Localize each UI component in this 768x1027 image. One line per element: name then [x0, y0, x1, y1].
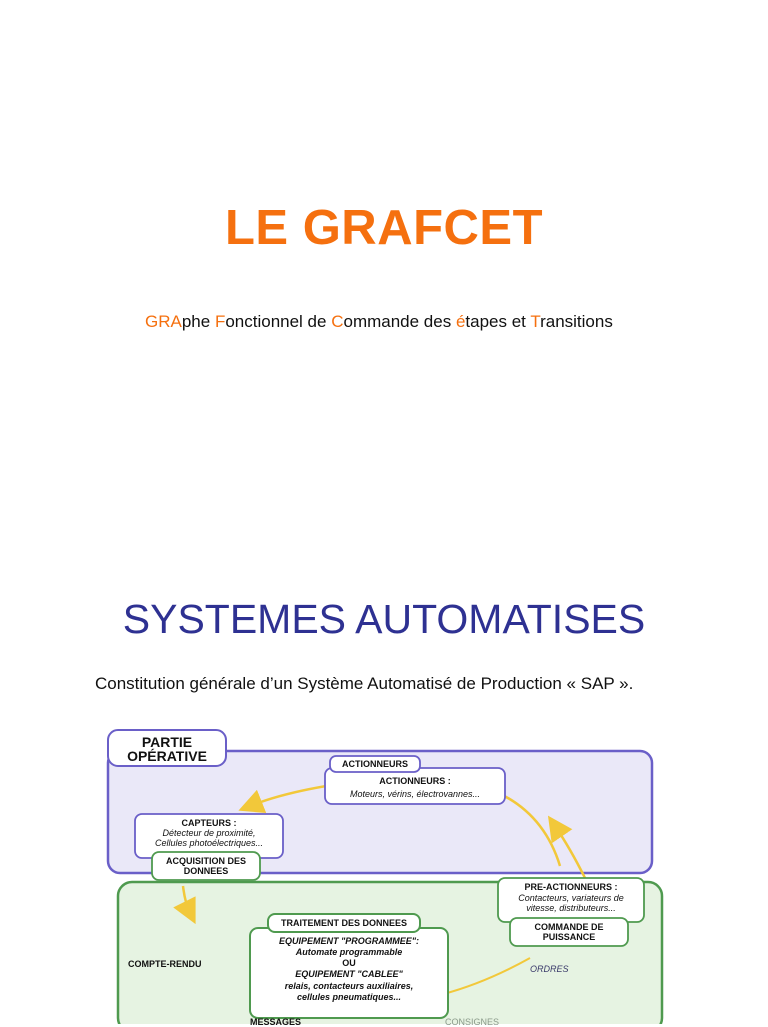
subtitle-text-5: ransitions [540, 312, 613, 331]
subtitle-highlight-c: C [331, 312, 344, 331]
commande-puissance-line2: PUISSANCE [542, 932, 596, 942]
partie-operative-label [108, 735, 226, 763]
pre-actionneurs-desc-2: vitesse, distributeurs... [526, 903, 616, 913]
actionneurs-tab-label: ACTIONNEURS [341, 759, 408, 769]
pre-actionneurs-desc-1: Contacteurs, variateurs de [518, 893, 624, 903]
section-heading: SYSTEMES AUTOMATISES [122, 596, 646, 642]
automate-programmable: Automate programmable [295, 947, 403, 957]
section-caption: Constitution générale d’un Système Automatisé de Production « SAP ». [95, 674, 634, 693]
ou-separator: OU [342, 958, 356, 968]
ordres-label: ORDRES [530, 964, 569, 974]
pre-actionneurs-title: PRE-ACTIONNEURS : [524, 882, 618, 892]
subtitle-text-4: tapes et [465, 312, 531, 331]
traitement-tab-label: TRAITEMENT DES DONNEES [280, 918, 407, 928]
page-title: LE GRAFCET [224, 201, 544, 255]
commande-puissance-line1: COMMANDE DE [534, 922, 604, 932]
capteurs-title: CAPTEURS : [181, 818, 237, 828]
sap-diagram [100, 718, 680, 1027]
capteurs-desc-2: Cellules photoélectriques... [154, 838, 264, 848]
subtitle-text-1: phe [181, 312, 215, 331]
subtitle-highlight-gra: GRA [145, 312, 182, 331]
actionneurs-desc: Moteurs, vérins, électrovannes... [349, 789, 481, 799]
subtitle-text-3: ommande des [343, 312, 456, 331]
relais-line1: relais, contacteurs auxiliaires, [284, 981, 414, 991]
partie-operative-line1: PARTIE [141, 734, 193, 750]
subtitle-highlight-t: T [530, 312, 541, 331]
messages-label: MESSAGES [250, 1017, 302, 1027]
relais-line2: cellules pneumatiques... [296, 992, 402, 1002]
acquisition-line1: ACQUISITION DES [165, 856, 246, 866]
subtitle-text-2: onctionnel de [225, 312, 332, 331]
subtitle-highlight-f: F [214, 312, 226, 331]
equip-programmee: EQUIPEMENT "PROGRAMMEE": [278, 936, 420, 946]
compte-rendu-label: COMPTE-RENDU [128, 959, 202, 969]
subtitle [145, 312, 613, 332]
equip-cablee: EQUIPEMENT "CABLEE" [295, 969, 403, 979]
actionneurs-title: ACTIONNEURS : [379, 776, 451, 786]
subtitle-highlight-e: é [455, 312, 466, 331]
acquisition-line2: DONNEES [183, 866, 229, 876]
partie-operative-line2: OPÉRATIVE [127, 748, 207, 764]
consignes-label: CONSIGNES [445, 1017, 500, 1027]
capteurs-desc-1: Détecteur de proximité, [162, 828, 256, 838]
